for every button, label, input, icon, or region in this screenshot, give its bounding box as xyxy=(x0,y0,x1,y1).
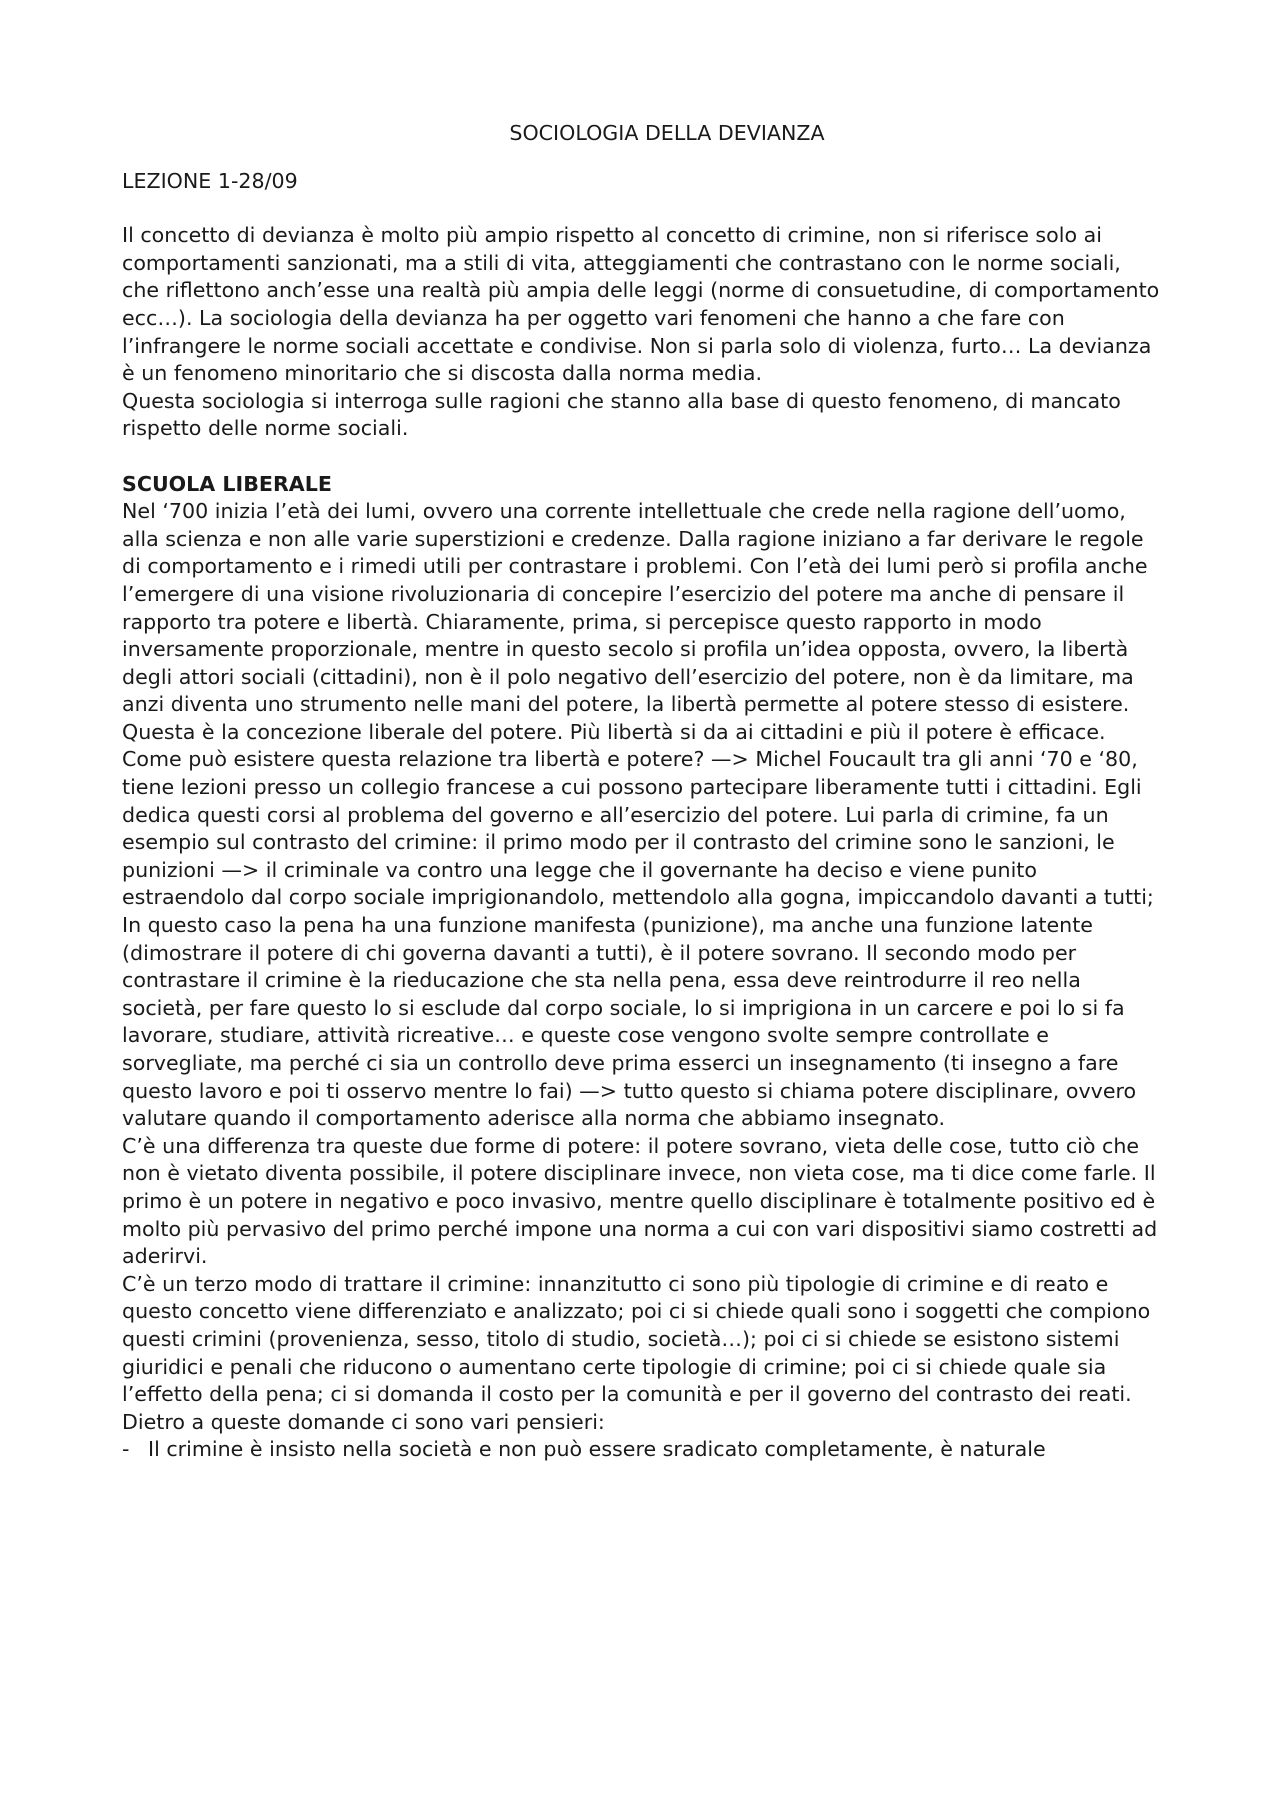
list-item xyxy=(122,1436,1162,1464)
document-page xyxy=(122,120,1162,1464)
blank-line xyxy=(122,443,1162,471)
section-paragraph: C’è una differenza tra queste due forme di potere: il potere sovrano, vieta delle cose, tutto ciò che non è vietato diventa possibile, il potere disciplinare invece, non vieta cose, ma ti dice come farle. Il primo è un potere in negativo e poco invasivo, mentre quello disciplinare è totalmente positivo ed è molto più pervasivo del primo perché impone una norma a cui con vari dispositivi siamo costretti ad aderirvi. xyxy=(122,1133,1158,1269)
section-heading: SCUOLA LIBERALE xyxy=(122,471,332,496)
bullet-list xyxy=(122,1436,1162,1464)
section-paragraph: C’è un terzo modo di trattare il crimine: innanzitutto ci sono più tipologie di crimine e di reato e questo concetto viene differenziato e analizzato; poi ci si chiede quali sono i soggetti che compiono questi crimini (provenienza, sesso, titolo di studio, società…); poi ci si chiede se esistono sistemi giuridici e penali che riducono o aumentano certe tipologie di crimine; poi ci si chiede quale sia l’effetto della pena; ci si domanda il costo per la comunità e per il governo del contrasto dei reati. Dietro a queste domande ci sono vari pensieri: xyxy=(122,1271,1151,1434)
intro-paragraph: Questa sociologia si interroga sulle ragioni che stanno alla base di questo fenomeno, di mancato rispetto delle norme sociali. xyxy=(122,388,1121,441)
document-title: SOCIOLOGIA DELLA DEVIANZA xyxy=(509,121,825,145)
section-paragraph: Nel ‘700 inizia l’età dei lumi, ovvero una corrente intellettuale che crede nella ragione dell’uomo, alla scienza e non alle varie superstizioni e credenze. Dalla ragione iniziano a far derivare le regole di comportamento e i rimedi utili per contrastare i problemi. Con l’età dei lumi però si profila anche l’emergere di una visione rivoluzionaria di concepire l’esercizio del potere ma anche di pensare il rapporto tra potere e libertà. Chiaramente, prima, si percepisce questo rapporto in modo inversamente proporzionale, mentre in questo secolo si profila un’idea opposta, ovvero, la libertà degli attori sociali (cittadini), non è il polo negativo dell’esercizio del potere, non è da limitare, ma anzi diventa uno strumento nelle mani del potere, la libertà permette al potere stesso di esistere. Questa è la concezione liberale del potere. Più libertà si da ai cittadini e più il potere è efficace. Come può esistere questa relazione tra libertà e potere? —> Michel Foucault tra gli anni ‘70 e ‘80, tiene lezioni presso un collegio francese a cui possono partecipare liberamente tutti i cittadini. Egli dedica questi corsi al problema del governo e all’esercizio del potere. Lui parla di crimine, fa un esempio sul contrasto del crimine: il primo modo per il contrasto del crimine sono le sanzioni, le punizioni —> il criminale va contro una legge che il governante ha deciso e viene punito estraendolo dal corpo sociale imprigionandolo, mettendolo alla gogna, impiccandolo davanti a tutti; In questo caso la pena ha una funzione manifesta (punizione), ma anche una funzione latente (dimostrare il potere di chi governa davanti a tutti), è il potere sovrano. Il secondo modo per contrastare il crimine è la rieducazione che sta nella pena, essa deve reintrodurre il reo nella società, per fare questo lo si esclude dal corpo sociale, lo si imprigiona in un carcere e poi lo si fa lavorare, studiare, attività ricreative… e queste cose vengono svolte sempre controllate e sorvegliate, ma perché ci sia un controllo deve prima esserci un insegnamento (ti insegno a fare questo lavoro e poi ti osservo mentre lo fai) —> tutto questo si chiama potere disciplinare, ovvero valutare quando il comportamento aderisce alla norma che abbiamo insegnato. xyxy=(122,499,1154,1131)
bullet-marker: - xyxy=(122,1437,130,1462)
lesson-heading: LEZIONE 1-28/09 xyxy=(122,168,298,193)
intro-paragraph: Il concetto di devianza è molto più ampio rispetto al concetto di crimine, non si riferisce solo ai comportamenti sanzionati, ma a stili di vita, atteggiamenti che contrastano con le norme sociali, che riflettono anch’esse una realtà più ampia delle leggi (norme di consuetudine, di comportamento ecc…). La sociologia della devianza ha per oggetto vari fenomeni che hanno a che fare con l’infrangere le norme sociali accettate e condivise. Non si parla solo di violenza, furto… La devianza è un fenomeno minoritario che si discosta dalla norma media. xyxy=(122,223,1160,386)
intro-section xyxy=(122,222,1162,443)
scuola-liberale-section xyxy=(122,471,1162,1464)
list-item-text: Il crimine è insisto nella società e non può essere sradicato completamente, è naturale xyxy=(148,1437,1046,1462)
